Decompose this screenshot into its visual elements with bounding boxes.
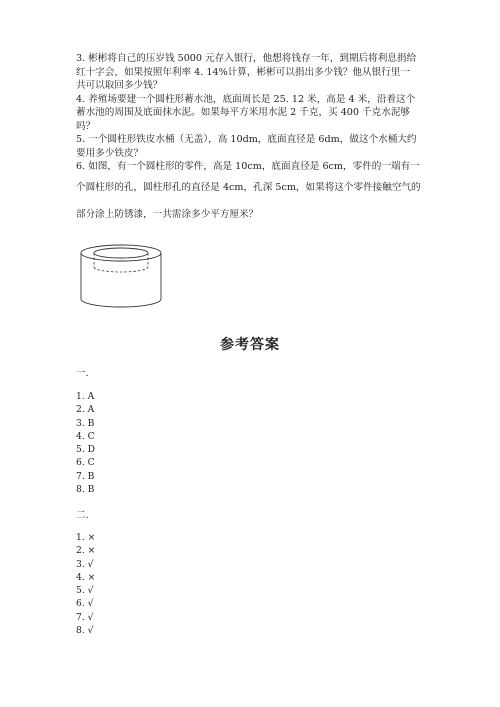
section-2-heading: 二.: [76, 510, 89, 521]
answer-item: 6. √: [76, 598, 94, 610]
answer-item: 4. C: [76, 430, 95, 442]
answer-item: 1. ×: [76, 532, 96, 543]
problem-4-line-2: 蓄水池的周围及底面抹水泥。如果每平方米用水泥 2 千克，买 400 千克水泥够: [76, 107, 411, 118]
answer-title: 参考答案: [220, 337, 280, 353]
section-2-answers: [76, 531, 95, 637]
answer-item: 3. B: [76, 417, 95, 429]
problem-4-line-3: 吗？: [76, 120, 96, 132]
answer-item: 8. B: [76, 484, 95, 496]
problem-3-line-3: 共可以取回多少钱？: [76, 80, 163, 91]
answer-item: 5. D: [76, 444, 96, 456]
cylinder-part-figure: [76, 243, 166, 311]
outer-top-ellipse: [81, 245, 161, 261]
answer-item: 3. √: [76, 558, 94, 570]
answer-item: 7. B: [76, 470, 95, 482]
answer-item: 7. √: [76, 611, 94, 623]
hole-top-ellipse: [94, 248, 148, 258]
section-1-heading: 一.: [76, 368, 89, 379]
answer-item: 2. A: [76, 404, 95, 416]
hole-bottom-arc: [94, 267, 148, 272]
answer-item: 5. √: [76, 585, 94, 597]
problem-5-line-1: 5. 一个圆柱形铁皮水桶（无盖），高 10dm，底面直径是 6dm，做这个水桶大约: [76, 134, 417, 145]
section-1-answers: [76, 390, 95, 496]
outer-bottom-arc: [81, 299, 161, 307]
problem-4-line-1: 4. 养殖场要建一个圆柱形蓄水池，底面周长是 25. 12 米，高是 4 米，沿着这个: [76, 93, 416, 105]
answer-item: 2. ×: [76, 545, 96, 557]
answer-item: 4. ×: [76, 571, 96, 583]
problem-6-line-2: 个圆柱形的孔，圆柱形孔的直径是 4cm，孔深 5cm，如果将这个零件接触空气的: [76, 181, 421, 193]
problem-5-line-2: 要用多少铁皮？: [76, 147, 144, 159]
answer-item: 1. A: [76, 391, 95, 402]
problem-3-line-1: 3. 彬彬将自己的压岁钱 5000 元存入银行，他想将钱存一年，到期后将利息捐给: [76, 53, 417, 64]
problem-6-line-3: 部分涂上防锈漆，一共需涂多少平方厘米？: [76, 208, 259, 220]
answer-item: 6. C: [76, 457, 95, 469]
answer-item: 8. √: [76, 625, 94, 637]
problem-6-line-1: 6. 如图，有一个圆柱形的零件，高是 10cm，底面直径是 6cm，零件的一端有一: [76, 161, 420, 172]
problem-list: [76, 52, 436, 228]
problem-3-line-2: 红十字会，如果按照年利率 4. 14%计算，彬彬可以捐出多少钱？他从银行里一: [76, 66, 410, 78]
